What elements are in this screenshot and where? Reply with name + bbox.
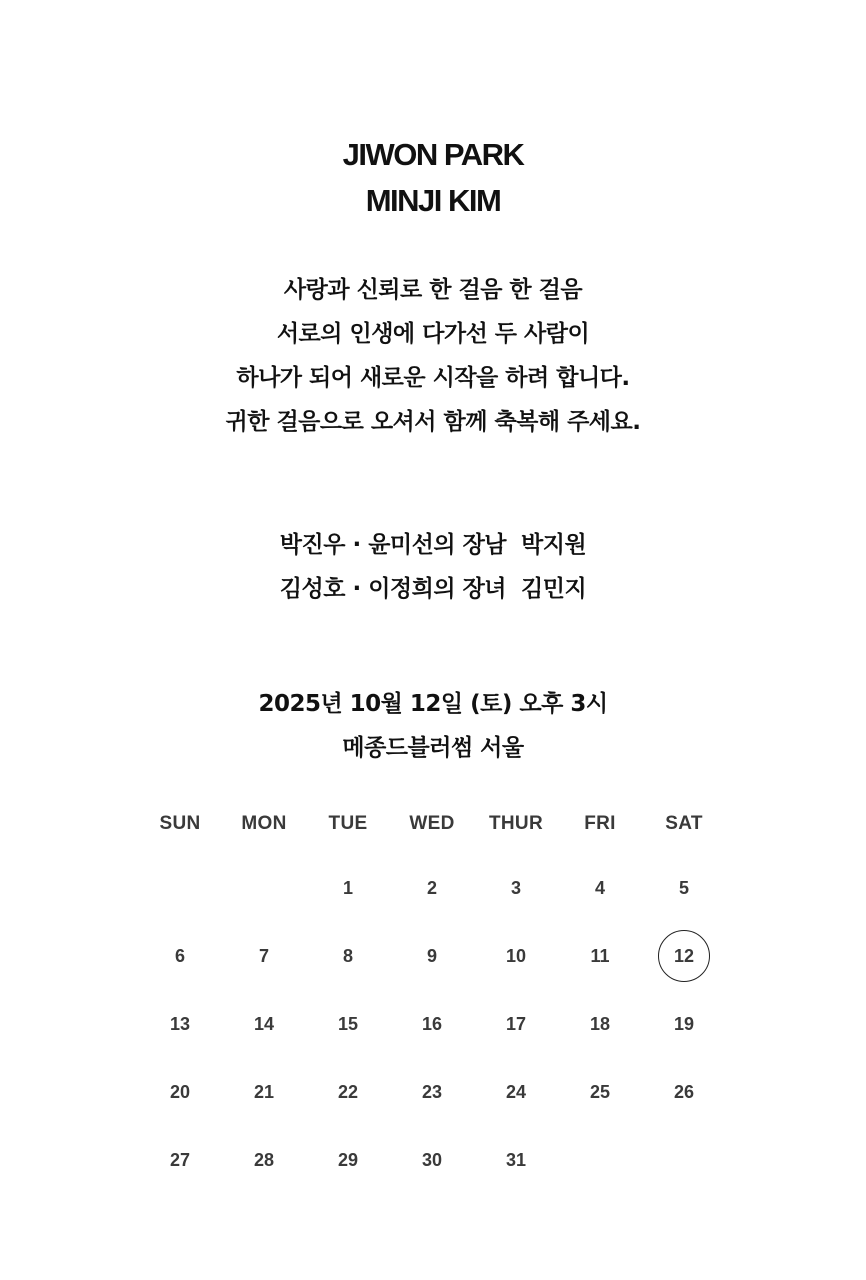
calendar-day	[306, 854, 390, 922]
calendar-week	[138, 1126, 726, 1194]
day-number: 25	[589, 1081, 611, 1102]
day-number: 17	[505, 1013, 527, 1034]
calendar-day	[306, 1126, 390, 1194]
weekday-label: FRI	[584, 813, 616, 834]
day-number: 6	[174, 945, 185, 966]
day-number: 13	[169, 1013, 191, 1034]
event-info	[0, 682, 866, 770]
weekday-label: SAT	[665, 813, 703, 834]
calendar-day	[138, 1126, 222, 1194]
bride-parents-line: 김성호 · 이정희의 장녀 김민지	[279, 576, 587, 602]
day-number: 21	[253, 1081, 275, 1102]
calendar-day	[642, 854, 726, 922]
day-number: 15	[337, 1013, 359, 1034]
calendar-day	[642, 1126, 726, 1194]
calendar-day	[474, 1126, 558, 1194]
calendar-day	[558, 1126, 642, 1194]
calendar-day	[306, 990, 390, 1058]
day-number: 5	[678, 877, 689, 898]
calendar-day	[222, 922, 306, 990]
invitation-message	[0, 268, 866, 444]
weekday-label: SUN	[159, 813, 201, 834]
calendar-week	[138, 854, 726, 922]
day-number: 29	[337, 1149, 359, 1170]
weekday-label: WED	[409, 813, 455, 834]
calendar-day	[222, 1126, 306, 1194]
day-number: 2	[426, 877, 437, 898]
calendar-day	[222, 854, 306, 922]
calendar	[138, 800, 726, 1194]
day-number: 12	[658, 930, 710, 982]
calendar-week	[138, 922, 726, 990]
message-line: 귀한 걸음으로 오셔서 함께 축복해 주세요.	[225, 409, 641, 435]
day-number: 20	[169, 1081, 191, 1102]
calendar-day	[474, 854, 558, 922]
calendar-day	[642, 1058, 726, 1126]
calendar-day	[474, 922, 558, 990]
calendar-day	[558, 922, 642, 990]
day-number: 7	[258, 945, 269, 966]
calendar-day	[138, 990, 222, 1058]
day-number: 10	[505, 945, 527, 966]
calendar-day	[390, 990, 474, 1058]
calendar-day	[138, 922, 222, 990]
day-number: 9	[426, 945, 437, 966]
day-number: 11	[590, 945, 610, 966]
weekday-label: THUR	[489, 813, 543, 834]
calendar-weekday-header	[138, 800, 726, 848]
day-number: 8	[342, 945, 353, 966]
calendar-day	[306, 1058, 390, 1126]
parents-info	[0, 523, 866, 611]
event-datetime: 2025년 10월 12일 (토) 오후 3시	[258, 691, 608, 717]
day-number: 16	[421, 1013, 443, 1034]
calendar-day	[222, 1058, 306, 1126]
weekday-label: MON	[241, 813, 287, 834]
day-number: 28	[253, 1149, 275, 1170]
message-line: 하나가 되어 새로운 시작을 하려 합니다.	[236, 365, 630, 391]
calendar-week	[138, 990, 726, 1058]
groom-parents-line: 박진우 · 윤미선의 장남 박지원	[279, 532, 587, 558]
calendar-day	[474, 1058, 558, 1126]
day-number: 26	[673, 1081, 695, 1102]
day-number: 23	[421, 1081, 443, 1102]
message-line: 서로의 인생에 다가선 두 사람이	[276, 321, 590, 347]
calendar-day	[138, 854, 222, 922]
calendar-week	[138, 1058, 726, 1126]
day-number: 22	[337, 1081, 359, 1102]
day-number: 18	[589, 1013, 611, 1034]
weekday-label: TUE	[328, 813, 368, 834]
calendar-day	[390, 922, 474, 990]
calendar-day	[642, 990, 726, 1058]
day-number: 19	[673, 1013, 695, 1034]
calendar-day	[306, 922, 390, 990]
calendar-day	[138, 1058, 222, 1126]
couple-names	[0, 132, 866, 224]
day-number: 27	[169, 1149, 191, 1170]
day-number: 4	[594, 877, 605, 898]
message-line: 사랑과 신뢰로 한 걸음 한 걸음	[283, 277, 583, 303]
calendar-day	[558, 1058, 642, 1126]
groom-name: JIWON PARK	[342, 137, 524, 172]
calendar-day	[558, 990, 642, 1058]
calendar-day	[390, 854, 474, 922]
wedding-day-highlight	[642, 922, 726, 990]
calendar-day	[474, 990, 558, 1058]
day-number: 24	[505, 1081, 527, 1102]
day-number: 30	[421, 1149, 443, 1170]
day-number: 3	[510, 877, 521, 898]
day-number: 31	[505, 1149, 527, 1170]
event-venue: 메종드블러썸 서울	[342, 735, 524, 761]
day-number: 1	[342, 877, 353, 898]
calendar-day	[222, 990, 306, 1058]
calendar-day	[558, 854, 642, 922]
day-number: 14	[253, 1013, 275, 1034]
bride-name: MINJI KIM	[365, 183, 501, 218]
calendar-day	[390, 1058, 474, 1126]
calendar-day	[390, 1126, 474, 1194]
